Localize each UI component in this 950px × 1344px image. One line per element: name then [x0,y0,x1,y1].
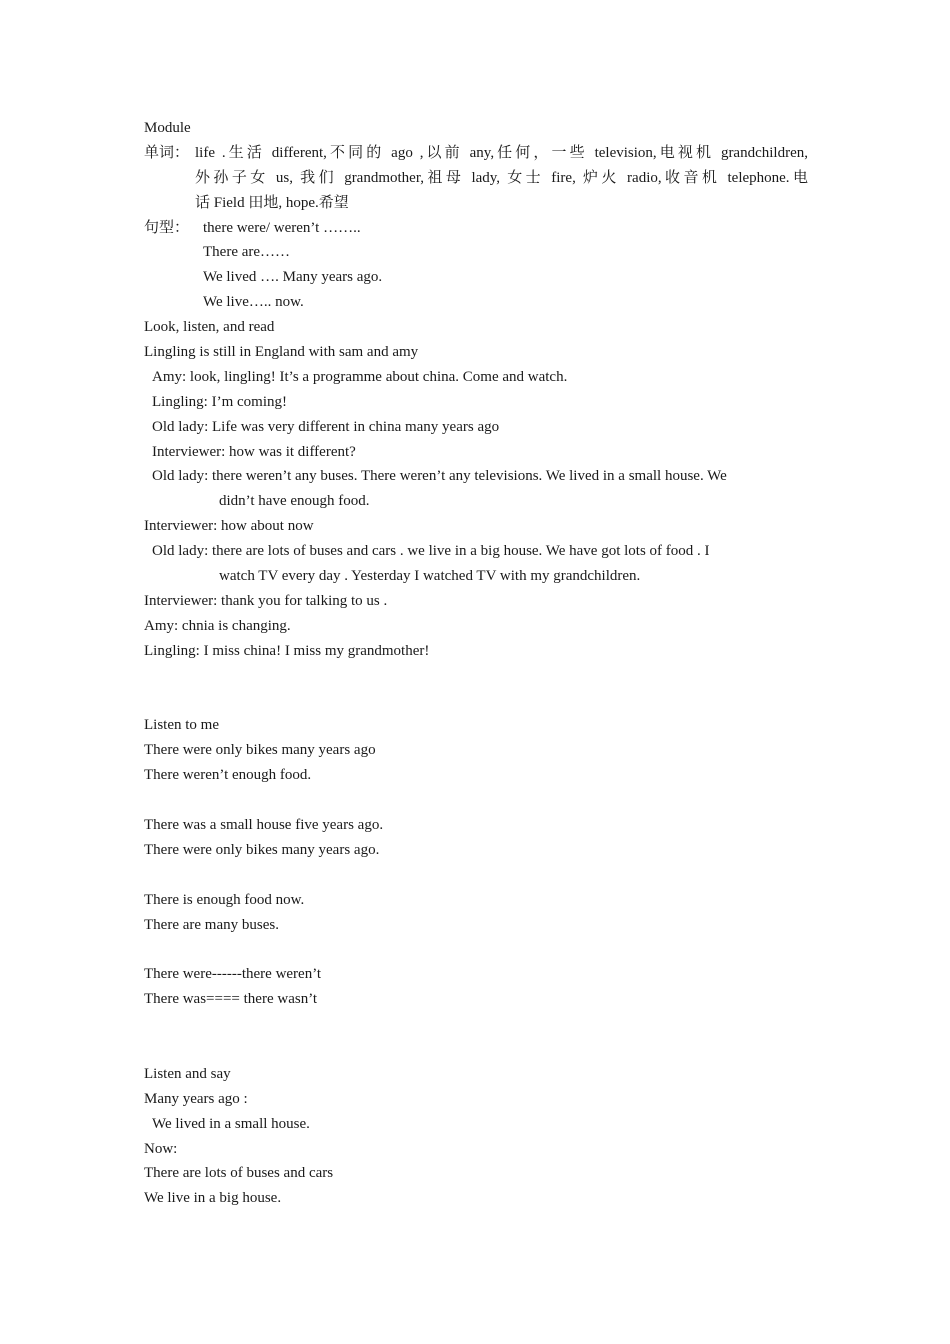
example-sentence: There weren’t enough food. [144,767,312,784]
dialogue-line: Old lady: there weren’t any buses. There weren’t any televisions. We lived in a small house. We [152,468,727,485]
say-line: We live in a big house. [144,1190,282,1207]
section-heading-listen-and-say: Listen and say [144,1065,231,1082]
dialogue-line-continuation: watch TV every day . Yesterday I watched TV with my grandchildren. [219,568,641,585]
say-line: Now: [144,1140,178,1157]
example-sentence: There was a small house five years ago. [144,816,384,833]
vocabulary-line: life .生活 different,不同的 ago ,以前 any,任何，一些 television,电视机 grandchildren, [195,144,808,161]
dialogue-line: Interviewer: thank you for talking to us . [144,592,388,609]
vocabulary-line: 话 Field 田地, hope.希望 [195,194,349,211]
section-heading-look-listen-read: Look, listen, and read [144,319,275,336]
say-line: Many years ago : [144,1090,248,1107]
say-line: We lived in a small house. [152,1115,310,1132]
vocabulary-label: 单词： [144,144,190,161]
dialogue-line: Old lady: there are lots of buses and cars . we live in a big house. We have got lots of food . I [152,543,710,560]
pattern-line: There are…… [203,244,291,261]
dialogue-line: Amy: chnia is changing. [144,617,291,634]
section-heading-listen-to-me: Listen to me [144,717,219,734]
sentence-patterns-block [144,216,808,316]
dialogue-line: Interviewer: how about now [144,518,314,535]
module-title: Module [144,120,191,136]
vocabulary-line: 外孙子女 us, 我们 grandmother,祖母 lady, 女士 fire, 炉火 radio,收音机 telephone.电 [195,169,808,186]
example-sentence: There were only bikes many years ago [144,742,376,759]
dialogue-line: Old lady: Life was very different in china many years ago [152,418,500,435]
pattern-line: We live….. now. [203,294,304,311]
dialogue-intro: Lingling is still in England with sam and amy [144,344,419,361]
example-sentence: There were only bikes many years ago. [144,841,380,858]
pattern-line: there were/ weren’t …….. [203,219,361,236]
pattern-line: We lived …. Many years ago. [203,269,383,286]
example-sentence: There were------there weren’t [144,966,322,983]
sentence-patterns-label: 句型： [144,219,190,236]
dialogue-line-continuation: didn’t have enough food. [219,493,370,510]
dialogue-line: Lingling: I’m coming! [152,393,287,410]
dialogue-line: Interviewer: how was it different? [152,443,356,460]
dialogue-line: Lingling: I miss china! I miss my grandmother! [144,642,430,659]
example-sentence: There is enough food now. [144,891,305,908]
example-sentence: There was==== there wasn’t [144,991,318,1008]
dialogue-line: Amy: look, lingling! It’s a programme about china. Come and watch. [152,368,568,385]
document-page [144,116,808,1211]
example-sentence: There are many buses. [144,916,279,933]
vocabulary-block [144,141,808,216]
say-line: There are lots of buses and cars [144,1165,334,1182]
